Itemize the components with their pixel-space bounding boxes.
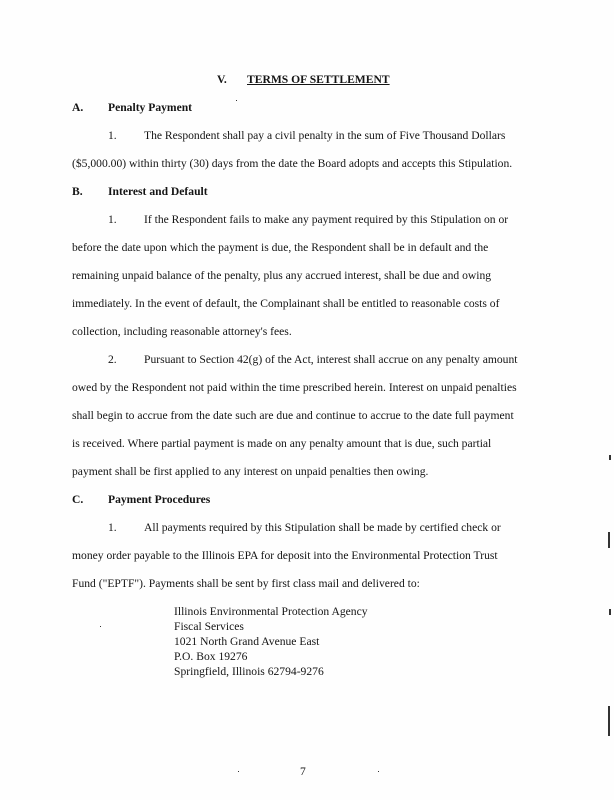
address-line: Fiscal Services bbox=[174, 620, 244, 633]
scan-speck bbox=[238, 771, 239, 772]
scan-speck bbox=[100, 626, 101, 627]
scan-mark bbox=[609, 455, 611, 460]
page-number: 7 bbox=[300, 765, 306, 778]
paragraph-line: Fund ("EPTF"). Payments shall be sent by first class mail and delivered to: bbox=[72, 577, 420, 590]
subsection-title-interest-and-default: Interest and Default bbox=[108, 185, 208, 198]
subsection-letter-c: C. bbox=[72, 493, 84, 506]
subsection-title-penalty-payment: Penalty Payment bbox=[108, 101, 193, 114]
paragraph-line: ($5,000.00) within thirty (30) days from the date the Board adopts and accepts this Stipulation. bbox=[72, 157, 513, 170]
section-title: TERMS OF SETTLEMENT bbox=[247, 73, 390, 86]
paragraph-line: before the date upon which the payment is due, the Respondent shall be in default and the bbox=[72, 241, 489, 254]
scan-mark bbox=[608, 532, 610, 548]
paragraph-line: All payments required by this Stipulation shall be made by certified check or bbox=[144, 521, 501, 534]
subsection-letter-a: A. bbox=[72, 101, 84, 114]
paragraph-line: The Respondent shall pay a civil penalty in the sum of Five Thousand Dollars bbox=[144, 129, 506, 142]
scan-mark bbox=[609, 609, 611, 615]
address-line: Illinois Environmental Protection Agency bbox=[174, 605, 368, 618]
paragraph-line: owed by the Respondent not paid within the time prescribed herein. Interest on unpaid penalties bbox=[72, 381, 517, 394]
scan-speck bbox=[378, 771, 379, 772]
paragraph-number: 2. bbox=[108, 353, 117, 366]
address-line: Springfield, Illinois 62794-9276 bbox=[174, 665, 324, 678]
paragraph-line: If the Respondent fails to make any payment required by this Stipulation on or bbox=[144, 213, 509, 226]
paragraph-number: 1. bbox=[108, 521, 117, 534]
paragraph-line: Pursuant to Section 42(g) of the Act, interest shall accrue on any penalty amount bbox=[144, 353, 518, 366]
scan-mark bbox=[608, 706, 610, 736]
paragraph-number: 1. bbox=[108, 213, 117, 226]
paragraph-line: remaining unpaid balance of the penalty, plus any accrued interest, shall be due and owing bbox=[72, 269, 492, 282]
section-number: V. bbox=[217, 73, 227, 86]
paragraph-line: is received. Where partial payment is made on any penalty amount that is due, such partial bbox=[72, 437, 492, 450]
subsection-letter-b: B. bbox=[72, 185, 83, 198]
paragraph-number: 1. bbox=[108, 129, 117, 142]
paragraph-line: collection, including reasonable attorney's fees. bbox=[72, 325, 292, 338]
scan-speck bbox=[236, 100, 237, 101]
paragraph-line: immediately. In the event of default, the Complainant shall be entitled to reasonable costs of bbox=[72, 297, 500, 310]
paragraph-line: money order payable to the Illinois EPA for deposit into the Environmental Protection Trust bbox=[72, 549, 498, 562]
paragraph-line: payment shall be first applied to any interest on unpaid penalties then owing. bbox=[72, 465, 429, 478]
subsection-title-payment-procedures: Payment Procedures bbox=[108, 493, 211, 506]
paragraph-line: shall begin to accrue from the date such are due and continue to accrue to the date full payment bbox=[72, 409, 514, 422]
address-line: P.O. Box 19276 bbox=[174, 650, 248, 663]
address-line: 1021 North Grand Avenue East bbox=[174, 635, 320, 648]
